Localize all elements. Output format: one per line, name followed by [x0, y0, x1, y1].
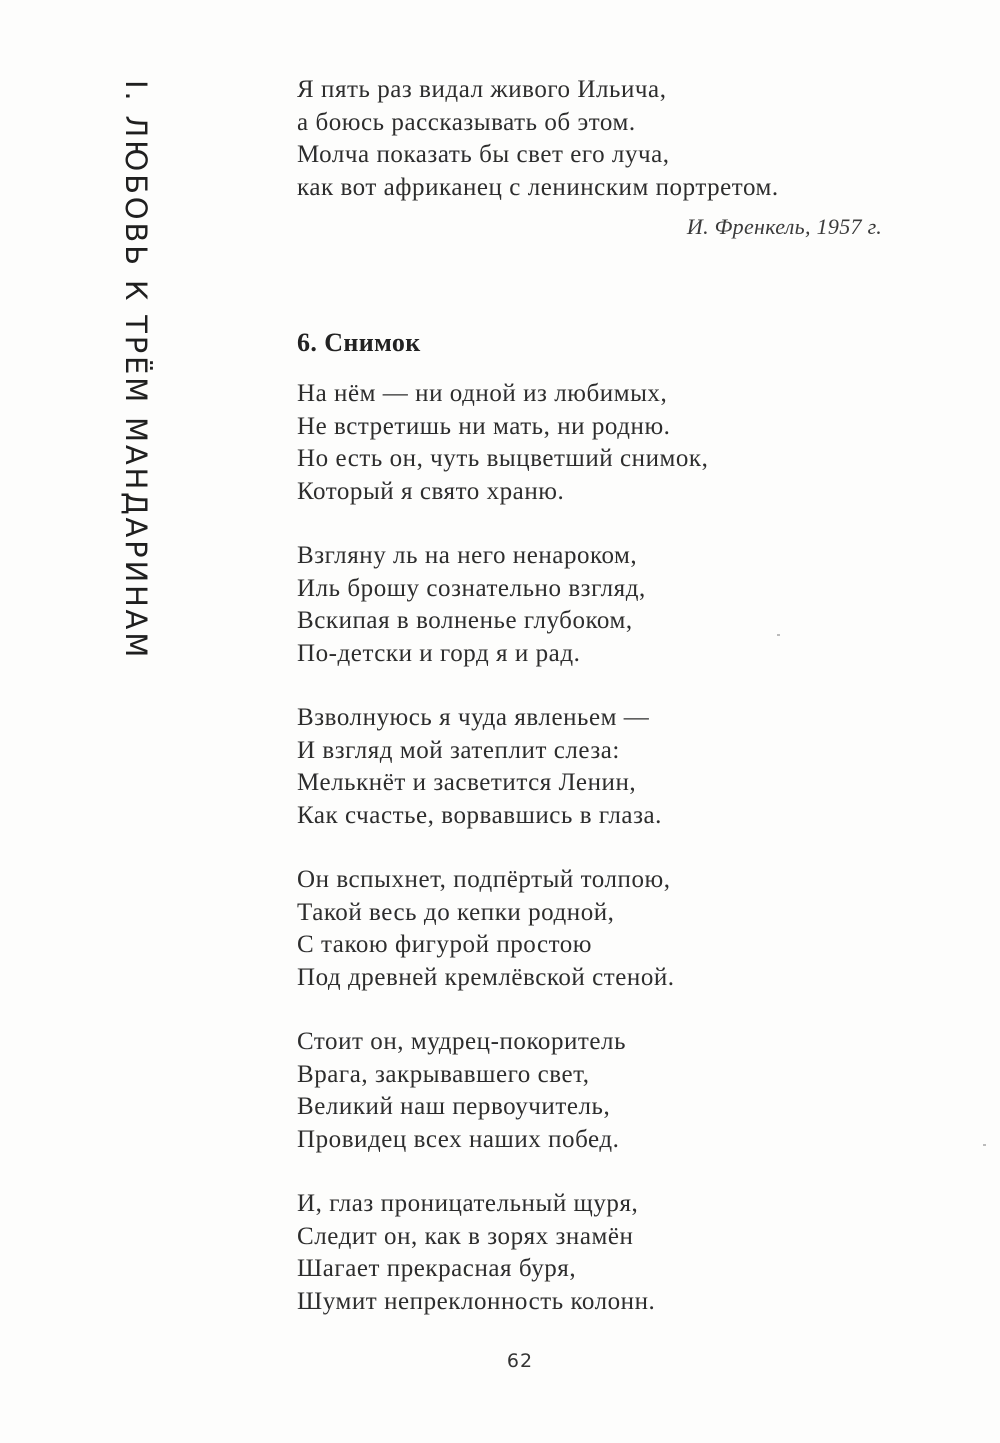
poem-line: На нём — ни одной из любимых, [297, 380, 668, 407]
poem-line: Вскипая в волненье глубоком, [297, 607, 633, 634]
epigraph-line: Молча показать бы свет его луча, [297, 141, 670, 168]
poem-line: Врага, закрывавшего свет, [297, 1060, 590, 1088]
epigraph-line: Я пять раз видал живого Ильича, [297, 76, 667, 103]
stanza-4 [297, 864, 708, 994]
poem-line: Он вспыхнет, подпёртый толпою, [297, 866, 671, 893]
chapter-title: I. ЛЮБОВЬ К ТРЁМ МАНДАРИНАМ [119, 80, 153, 661]
poem [297, 378, 708, 1350]
epigraph-author: И. Френкель, 1957 г. [686, 214, 882, 239]
poem-line: И взгляд мой затеплит слеза: [297, 736, 620, 764]
poem-line: Но есть он, чуть выцветший снимок, [297, 445, 709, 472]
stanza-5 [297, 1026, 708, 1156]
poem-line: Такой весь до кепки родной, [297, 898, 615, 926]
poem-line: Шагает прекрасная буря, [297, 1255, 577, 1282]
poem-line: Стоит он, мудрец-покоритель [297, 1028, 627, 1055]
poem-line: И, глаз проницательный щуря, [297, 1190, 639, 1217]
poem-line: С такою фигурой простою [297, 931, 593, 958]
poem-line: Мелькнёт и засветится Ленин, [297, 769, 637, 796]
paper-speck [777, 634, 780, 636]
poem-line: Следит он, как в зорях знамён [297, 1222, 634, 1250]
poem-line: Под древней кремлёвской стеной. [297, 963, 675, 991]
stanza-3 [297, 702, 708, 832]
poem-line: Великий наш первоучитель, [297, 1093, 611, 1120]
poem-line: Не встретишь ни мать, ни родню. [297, 412, 671, 440]
stanza-6 [297, 1188, 708, 1318]
poem-line: Взгляну ль на него ненароком, [297, 542, 638, 569]
section-heading: 6. Снимок [297, 328, 421, 357]
poem-line: Иль брошу сознательно взгляд, [297, 574, 646, 602]
poem-line: Как счастье, ворвавшись в глаза. [297, 801, 662, 829]
poem-line: Шумит непреклонность колонн. [297, 1287, 656, 1315]
poem-line: Который я свято храню. [297, 477, 565, 505]
epigraph-line: а боюсь рассказывать об этом. [297, 108, 636, 136]
poem-line: Взволнуюсь я чуда явленьем — [297, 704, 650, 731]
epigraph [297, 74, 897, 240]
poem-line: Провидец всех наших побед. [297, 1125, 620, 1153]
epigraph-line: как вот африканец с ленинским портретом. [297, 173, 779, 201]
stanza-1 [297, 378, 708, 508]
running-head-vertical [114, 80, 158, 660]
stanza-2 [297, 540, 708, 670]
poem-line: По-детски и горд я и рад. [297, 639, 581, 667]
page-number: 62 [506, 1350, 534, 1372]
paper-speck [983, 1144, 986, 1146]
